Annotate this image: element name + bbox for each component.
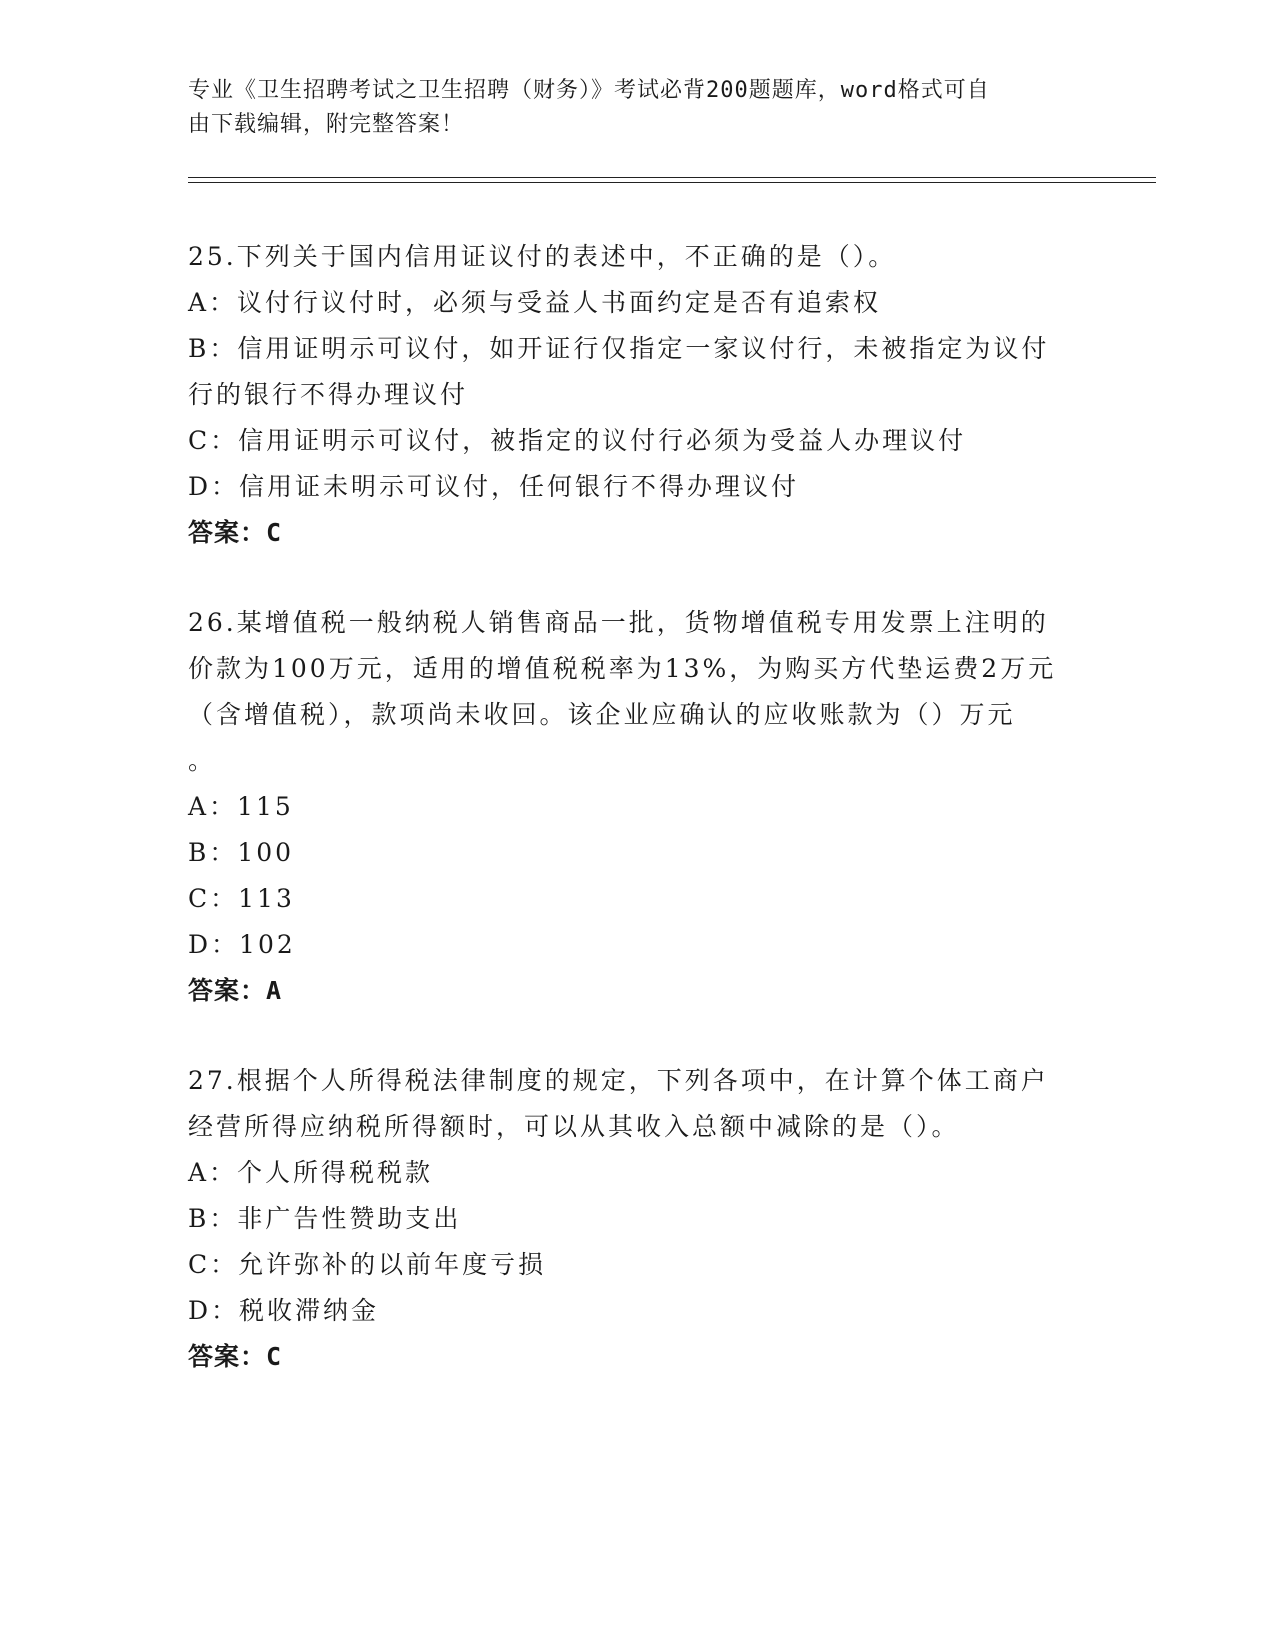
option-b-continued: 行的银行不得办理议付: [188, 380, 469, 409]
question-text: 26.某增值税一般纳税人销售商品一批，货物增值税专用发票上注明的: [188, 608, 1049, 637]
header-divider-bottom: [188, 182, 1156, 183]
question-text: 25.下列关于国内信用证议付的表述中，不正确的是（）。: [188, 242, 897, 271]
answer: 答案：A: [188, 976, 283, 1005]
option-d: D：102: [188, 930, 296, 959]
option-d: D：信用证未明示可议付，任何银行不得办理议付: [188, 472, 800, 501]
question-text: 价款为100万元，适用的增值税税率为13%，为购买方代垫运费2万元: [188, 654, 1057, 683]
option-b: B：信用证明示可议付，如开证行仅指定一家议付行，未被指定为议付: [188, 334, 1050, 363]
question-spacer: [188, 556, 1088, 600]
option-c: C：113: [188, 884, 295, 913]
header-divider-top: [188, 177, 1156, 178]
question-text: （含增值税），款项尚未收回。该企业应确认的应收账款为（）万元: [188, 700, 1016, 729]
answer: 答案：C: [188, 518, 283, 547]
question-text: 27.根据个人所得税法律制度的规定，下列各项中，在计算个体工商户: [188, 1066, 1049, 1095]
intro-line-2: 由下载编辑，附完整答案！: [188, 112, 465, 137]
option-a: A：个人所得税税款: [188, 1158, 434, 1187]
option-b: B：非广告性赞助支出: [188, 1204, 462, 1233]
question-spacer: [188, 1014, 1088, 1058]
question-26: [188, 600, 1088, 1014]
document-intro: [188, 74, 1068, 142]
question-25: [188, 234, 1088, 556]
option-c: C：允许弥补的以前年度亏损: [188, 1250, 547, 1279]
question-list: [188, 234, 1088, 1380]
question-text: 。: [188, 746, 217, 775]
question-text: 经营所得应纳税所得额时，可以从其收入总额中减除的是（）。: [188, 1112, 960, 1141]
option-a: A：115: [188, 792, 294, 821]
intro-line-1: 专业《卫生招聘考试之卫生招聘（财务）》考试必背200题题库，word格式可自: [188, 78, 990, 103]
option-c: C：信用证明示可议付，被指定的议付行必须为受益人办理议付: [188, 426, 967, 455]
answer: 答案：C: [188, 1342, 283, 1371]
option-a: A：议付行议付时，必须与受益人书面约定是否有追索权: [188, 288, 882, 317]
question-27: [188, 1058, 1088, 1380]
option-b: B：100: [188, 838, 295, 867]
option-d: D：税收滞纳金: [188, 1296, 380, 1325]
